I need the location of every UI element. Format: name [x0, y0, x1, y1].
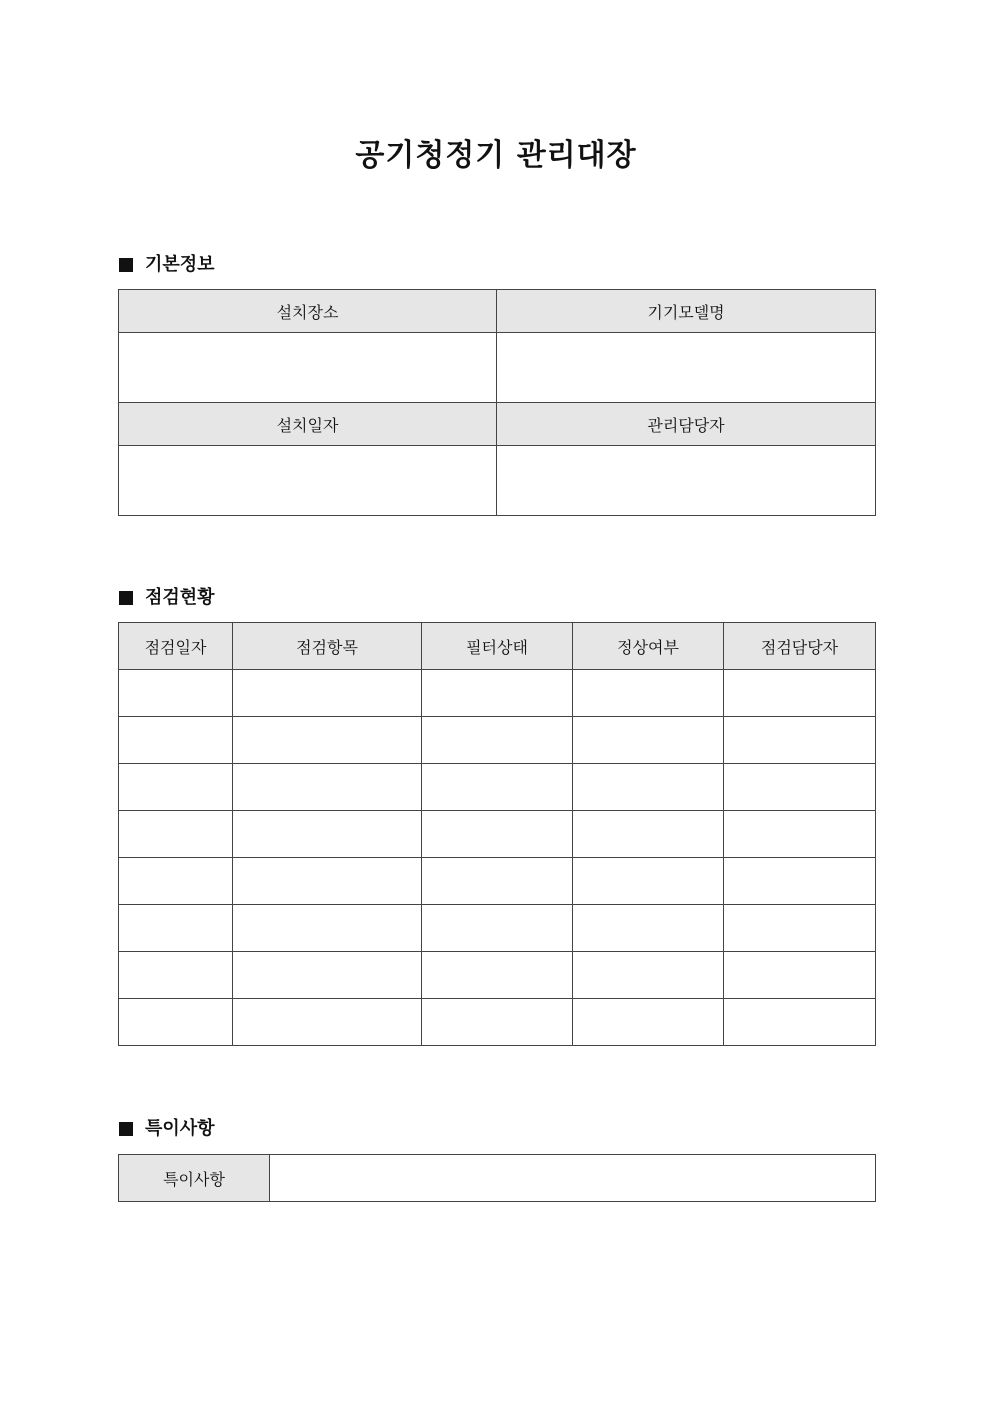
notes-label: 특이사항 — [119, 1155, 270, 1202]
table-row — [119, 717, 876, 764]
table-cell[interactable] — [233, 905, 422, 952]
table-row — [119, 764, 876, 811]
section-heading-text: 특이사항 — [145, 1118, 215, 1139]
table-cell[interactable] — [724, 858, 876, 905]
table-cell[interactable] — [119, 905, 233, 952]
table-cell[interactable] — [573, 764, 724, 811]
document-title: 공기청정기 관리대장 — [355, 138, 637, 173]
table-cell[interactable] — [573, 858, 724, 905]
column-header: 정상여부 — [573, 623, 724, 670]
table-row — [119, 858, 876, 905]
square-bullet-icon — [119, 1122, 133, 1136]
section-heading-basic — [119, 253, 215, 277]
table-cell[interactable] — [573, 811, 724, 858]
table-cell[interactable] — [724, 717, 876, 764]
table-cell[interactable] — [422, 858, 573, 905]
column-header: 점검항목 — [233, 623, 422, 670]
inspection-table — [118, 622, 876, 1046]
table-cell[interactable] — [724, 999, 876, 1046]
table-cell[interactable] — [233, 999, 422, 1046]
inspection-header-row — [119, 623, 876, 670]
table-cell[interactable] — [573, 670, 724, 717]
field-label-install-date: 설치일자 — [119, 403, 497, 446]
basic-info-table — [118, 289, 876, 516]
table-cell[interactable] — [233, 858, 422, 905]
table-cell[interactable] — [233, 670, 422, 717]
table-cell[interactable] — [724, 670, 876, 717]
table-cell[interactable] — [422, 999, 573, 1046]
table-row — [119, 811, 876, 858]
notes-table — [118, 1154, 876, 1202]
field-label-install-location: 설치장소 — [119, 290, 497, 333]
table-cell[interactable] — [573, 717, 724, 764]
table-cell[interactable] — [724, 811, 876, 858]
section-heading-notes — [119, 1117, 215, 1141]
table-cell[interactable] — [119, 764, 233, 811]
table-cell[interactable] — [422, 952, 573, 999]
table-cell[interactable] — [119, 811, 233, 858]
table-cell[interactable] — [119, 858, 233, 905]
field-label-model-name: 기기모델명 — [497, 290, 876, 333]
table-cell[interactable] — [422, 717, 573, 764]
table-cell[interactable] — [422, 905, 573, 952]
table-cell[interactable] — [119, 952, 233, 999]
square-bullet-icon — [119, 591, 133, 605]
field-value-manager[interactable] — [497, 446, 876, 516]
column-header: 필터상태 — [422, 623, 573, 670]
field-value-model-name[interactable] — [497, 333, 876, 403]
table-cell[interactable] — [422, 670, 573, 717]
table-cell[interactable] — [573, 999, 724, 1046]
table-cell[interactable] — [119, 717, 233, 764]
table-cell[interactable] — [724, 905, 876, 952]
section-heading-inspection — [119, 586, 215, 610]
field-value-install-location[interactable] — [119, 333, 497, 403]
section-heading-text: 점검현황 — [145, 587, 215, 608]
table-row — [119, 952, 876, 999]
field-value-install-date[interactable] — [119, 446, 497, 516]
table-cell[interactable] — [724, 952, 876, 999]
table-cell[interactable] — [422, 764, 573, 811]
table-cell[interactable] — [724, 764, 876, 811]
section-heading-text: 기본정보 — [145, 254, 215, 275]
notes-row — [119, 1155, 876, 1202]
table-cell[interactable] — [422, 811, 573, 858]
field-label-manager: 관리담당자 — [497, 403, 876, 446]
column-header: 점검담당자 — [724, 623, 876, 670]
column-header: 점검일자 — [119, 623, 233, 670]
table-row — [119, 670, 876, 717]
table-cell[interactable] — [119, 670, 233, 717]
table-cell[interactable] — [233, 717, 422, 764]
square-bullet-icon — [119, 258, 133, 272]
table-cell[interactable] — [233, 764, 422, 811]
table-cell[interactable] — [233, 952, 422, 999]
table-cell[interactable] — [119, 999, 233, 1046]
table-row — [119, 905, 876, 952]
table-cell[interactable] — [573, 952, 724, 999]
notes-value[interactable] — [270, 1155, 876, 1202]
table-cell[interactable] — [573, 905, 724, 952]
table-cell[interactable] — [233, 811, 422, 858]
table-row — [119, 999, 876, 1046]
